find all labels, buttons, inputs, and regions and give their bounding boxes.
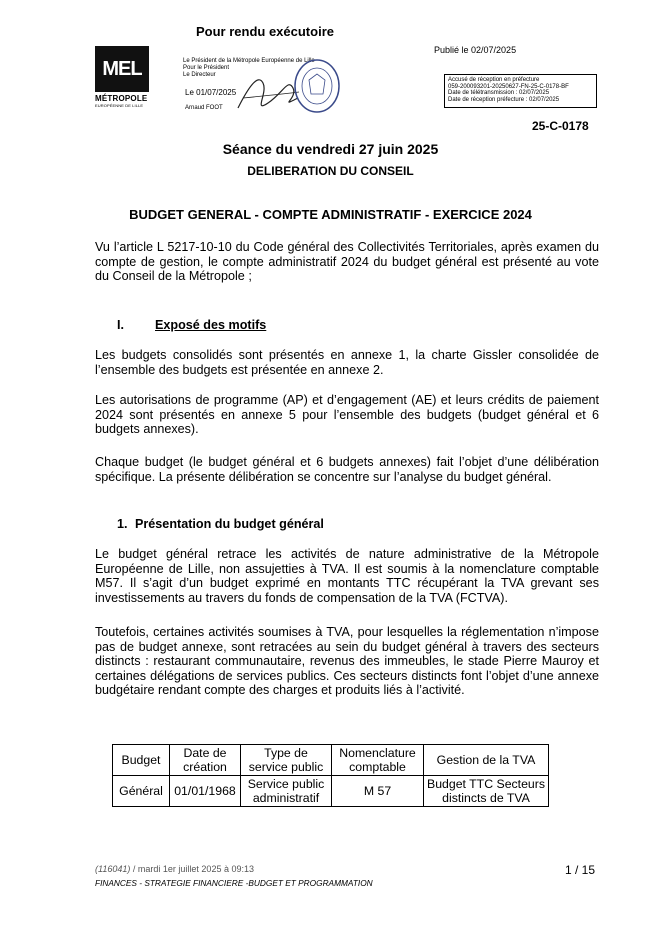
executory-label: Pour rendu exécutoire (196, 24, 334, 39)
logo-name: MÉTROPOLE (95, 94, 148, 103)
table-row (113, 776, 549, 807)
paragraph: Le budget général retrace les activités de nature administrative de la Métropole Européenne de Lille, non assujetties à TVA. Il est soumis à la nomenclature comptable M57. Il s’agit d’un budget exprimé en montants TTC récupérant la TVA grevant ses investissements au travers du fonds de compensation de la TVA (FCTVA). (95, 547, 599, 605)
logo-mark: MEL (95, 46, 149, 92)
paragraph: Toutefois, certaines activités soumises à TVA, pour lesquelles la réglementation n’impose pas de budget annexe, sont retracées au sein du budget général à travers des secteurs distincts : restaurant communautaire, revenus des immeubles, le stade Pierre Mauroy et certaines délégations de services publics. Ces secteurs distincts font l’objet d’une annexe budgétaire rendant compte des charges et produits liés à l’activité. (95, 625, 599, 697)
logo-subtitle: EUROPÉENNE DE LILLE (95, 103, 144, 108)
table-header-row (113, 745, 549, 776)
prefecture-receipt-box (444, 74, 597, 108)
table-header: Gestion de la TVA (424, 745, 549, 776)
signature-date: Le 01/07/2025 (185, 88, 237, 97)
paragraph: Chaque budget (le budget général et 6 budgets annexes) fait l’objet d’une délibération spécifique. La présente délibération se concentre sur l’analyse du budget général. (95, 455, 599, 484)
published-date: Publié le 02/07/2025 (434, 45, 517, 55)
table-header: Nomenclature comptable (332, 745, 424, 776)
table-cell: M 57 (332, 776, 424, 807)
paragraph: Les autorisations de programme (AP) et d’engagement (AE) et leurs crédits de paiement 2024 sont présentés en annexe 5 pour l’ensemble des budgets (budget général et 6 budgets annexes). (95, 393, 599, 436)
subsection-number: 1. (117, 517, 128, 531)
deliberation-reference: 25-C-0178 (532, 119, 589, 133)
section-title: Exposé des motifs (155, 318, 267, 332)
deliberation-heading: DELIBERATION DU CONSEIL (247, 164, 414, 178)
document-title: BUDGET GENERAL - COMPTE ADMINISTRATIF - EXERCICE 2024 (129, 207, 532, 222)
footer-department: FINANCES - STRATEGIE FINANCIERE -BUDGET ET PROGRAMMATION (95, 878, 373, 888)
footer-date: mardi 1er juillet 2025 à 09:13 (137, 864, 254, 874)
page-number: 1 / 15 (565, 863, 596, 877)
subsection-title: Présentation du budget général (135, 517, 324, 531)
footer-id: (116041) (95, 864, 131, 874)
table-cell: Service public administratif (241, 776, 332, 807)
receipt-line: Accusé de réception en préfecture (448, 77, 540, 83)
receipt-line: Date de réception préfecture : 02/07/2025 (448, 96, 560, 103)
session-title: Séance du vendredi 27 juin 2025 (222, 141, 439, 157)
mel-logo (95, 46, 149, 108)
signatory-name: Arnaud FOOT (185, 105, 223, 111)
section-number: I. (117, 318, 124, 332)
receipt-line: Date de télétransmission : 02/07/2025 (448, 90, 550, 96)
table-cell: Budget TTC Secteurs distincts de TVA (424, 776, 549, 807)
footer-timestamp (95, 864, 254, 874)
signatory-line: Pour le Président (183, 65, 230, 71)
official-stamp-icon (293, 58, 341, 114)
paragraph: Les budgets consolidés sont présentés en annexe 1, la charte Gissler consolidée de l’ensemble des budgets est présentée en annexe 2. (95, 348, 599, 377)
signatory-line: Le Président de la Métropole Européenne de Lille (183, 58, 315, 64)
budget-table (112, 744, 549, 807)
signature-block (183, 58, 343, 118)
table-header: Budget (113, 745, 170, 776)
signatory-line: Le Directeur (183, 72, 216, 78)
footer-separator: / (132, 864, 136, 874)
table-cell: 01/01/1968 (170, 776, 241, 807)
intro-paragraph: Vu l’article L 5217-10-10 du Code général des Collectivités Territoriales, après examen du compte de gestion, le compte administratif 2024 du budget général est présenté au vote du Conseil de la Métropole ; (95, 240, 599, 283)
table-cell: Général (113, 776, 170, 807)
receipt-line: 059-200093201-20250627-FN-25-C-0178-BF (448, 83, 569, 90)
table-header: Date de création (170, 745, 241, 776)
table-header: Type de service public (241, 745, 332, 776)
